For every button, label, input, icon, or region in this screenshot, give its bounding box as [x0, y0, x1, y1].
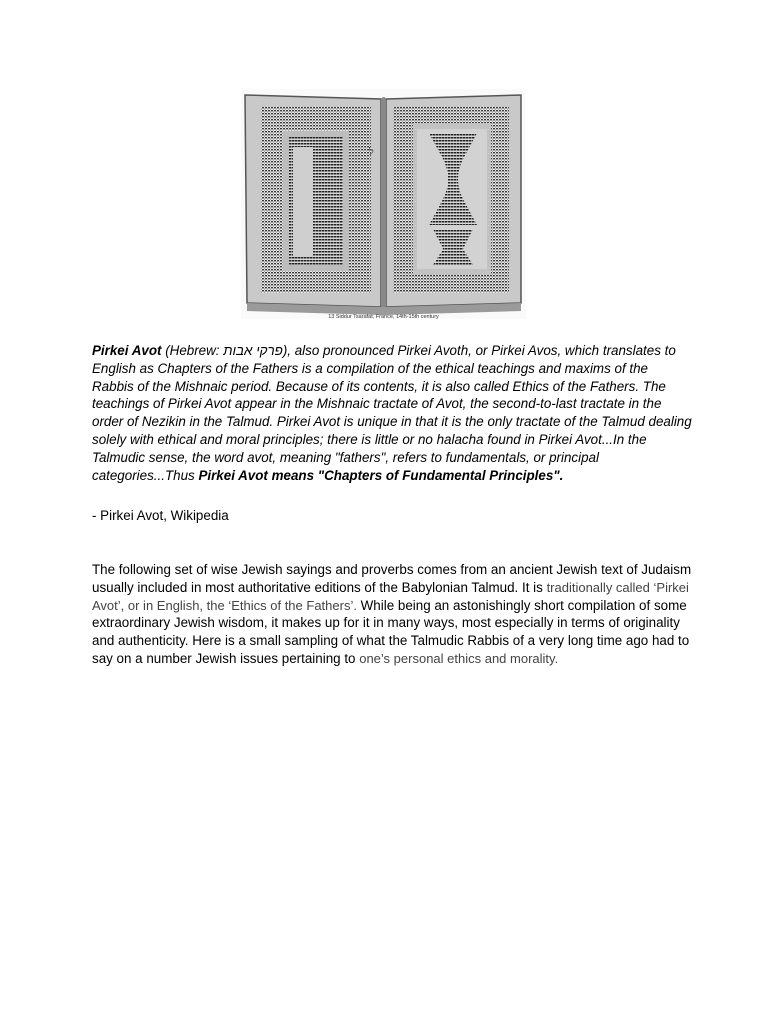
body-text-4: one’s personal ethics and morality.: [359, 650, 559, 666]
emphasis-text: Pirkei Avot means "Chapters of Fundamental Principles".: [198, 467, 564, 483]
body-paragraph: [92, 561, 692, 668]
body-text-3: While being an astonishingly short compilation of some extraordinary Jewish wisdom, it makes up for it in many ways, most especially in terms of originality and authenticity. Here is a small sampling of what the Talmudic Rabbis of a very long time ago had to say on a number Jewish issues pertaining to: [92, 597, 690, 666]
intro-paragraph: [92, 342, 692, 484]
figure-caption: 13 Siddur Tsarafat, France, 14th-15th century: [328, 314, 439, 320]
manuscript-image: [241, 89, 526, 324]
intro-text: ), also pronounced Pirkei Avoth, or Pirkei Avos, which translates to English as Chapters of the Fathers is a compilation of the ethical teachings and maxims of the Rabbis of the Mishnaic period. Because of its contents, it is also called Ethics of the Fathers. The teachings of Pirkei Avot appear in the Mishnaic tractate of Avot, the second-to-last tractate in the order of Nezikin in the Talmud. Pirkei Avot is unique in that it is the only tractate of the Talmud dealing solely with ethical and moral principles; there is little or no halacha found in Pirkei Avot...In the Talmudic sense, the word avot, meaning "fathers", refers to fundamentals, or principal categories...Thus: [92, 343, 692, 483]
hebrew-prefix: (Hebrew:: [161, 343, 224, 358]
body-text-2: traditionally called ‘Pirkei Avot’, or in English, the ‘Ethics of the Fathers’.: [92, 579, 689, 613]
hebrew-term: פרקי אבות: [223, 343, 283, 358]
body-text-1: The following set of wise Jewish sayings and proverbs comes from an ancient Jewish text of Judaism usually included in most authoritative editions of the Babylonian Talmud. It is: [92, 562, 692, 595]
term-heading: Pirkei Avot: [92, 343, 162, 358]
attribution: - Pirkei Avot, Wikipedia: [92, 508, 229, 523]
svg-text:ל: ל: [369, 147, 374, 158]
